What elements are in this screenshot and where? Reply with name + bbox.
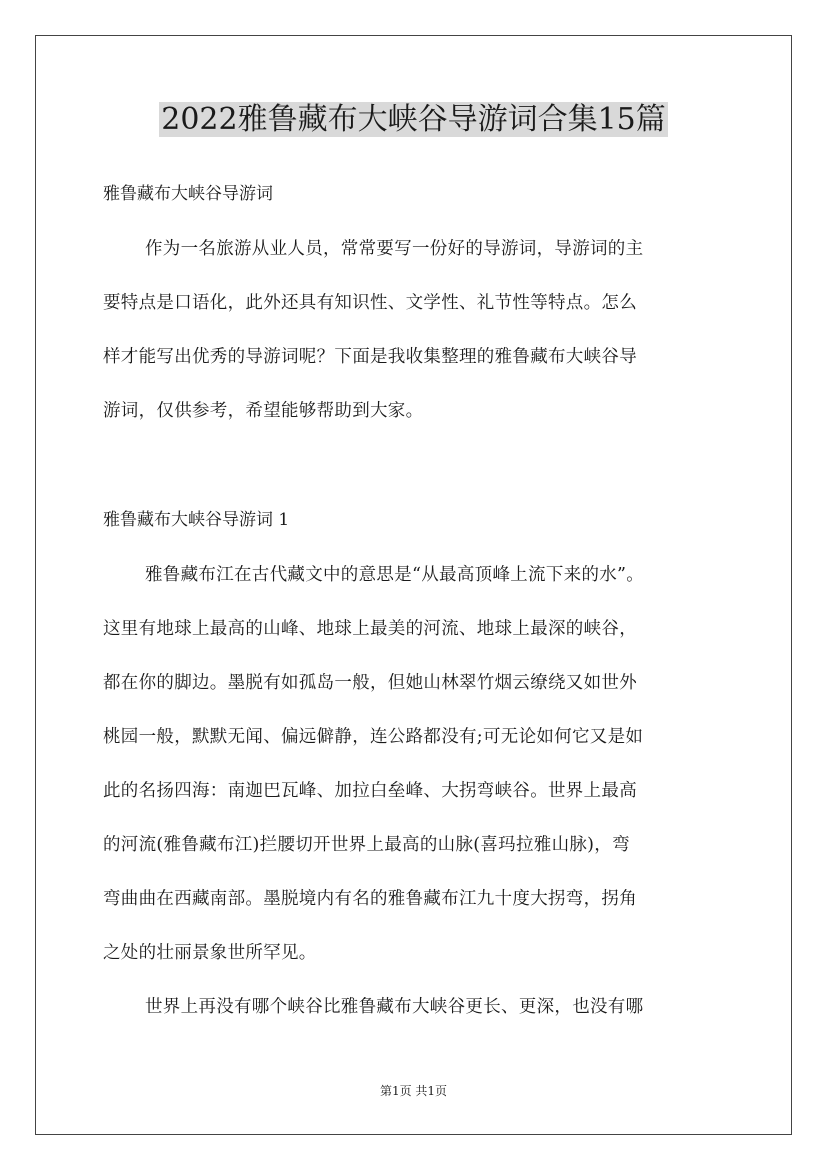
intro-heading: 雅鲁藏布大峡谷导游词 xyxy=(103,184,273,204)
intro-line: 作为一名旅游从业人员，常常要写一份好的导游词，导游词的主 xyxy=(145,239,644,259)
intro-line: 样才能写出优秀的导游词呢？下面是我收集整理的雅鲁藏布大峡谷导 xyxy=(103,347,637,367)
intro-line: 要特点是口语化，此外还具有知识性、文学性、礼节性等特点。怎么 xyxy=(103,293,637,313)
section1-line: 雅鲁藏布江在古代藏文中的意思是“从最高顶峰上流下来的水”。 xyxy=(145,565,645,585)
section1-line: 桃园一般，默默无闻、偏远僻静，连公路都没有;可无论如何它又是如 xyxy=(103,727,644,747)
section1-line: 这里有地球上最高的山峰、地球上最美的河流、地球上最深的峡谷， xyxy=(103,619,637,639)
section1-line: 弯曲曲在西藏南部。墨脱境内有名的雅鲁藏布江九十度大拐弯，拐角 xyxy=(103,889,637,909)
document-title-text: 2022雅鲁藏布大峡谷导游词合集15篇 xyxy=(161,102,666,137)
section1-line: 的河流(雅鲁藏布江)拦腰切开世界上最高的山脉(喜玛拉雅山脉)，弯 xyxy=(103,835,630,855)
document-title xyxy=(0,98,827,142)
intro-line: 游词，仅供参考，希望能够帮助到大家。 xyxy=(103,401,424,421)
section-heading-1: 雅鲁藏布大峡谷导游词 1 xyxy=(103,510,290,530)
section1-line: 之处的壮丽景象世所罕见。 xyxy=(103,943,317,963)
section1-line: 世界上再没有哪个峡谷比雅鲁藏布大峡谷更长、更深，也没有哪 xyxy=(145,997,644,1017)
section1-line: 都在你的脚边。墨脱有如孤岛一般，但她山林翠竹烟云缭绕又如世外 xyxy=(103,673,637,693)
page-footer: 第1页 共1页 xyxy=(379,1084,448,1098)
section1-line: 此的名扬四海：南迦巴瓦峰、加拉白垒峰、大拐弯峡谷。世界上最高 xyxy=(103,781,637,801)
